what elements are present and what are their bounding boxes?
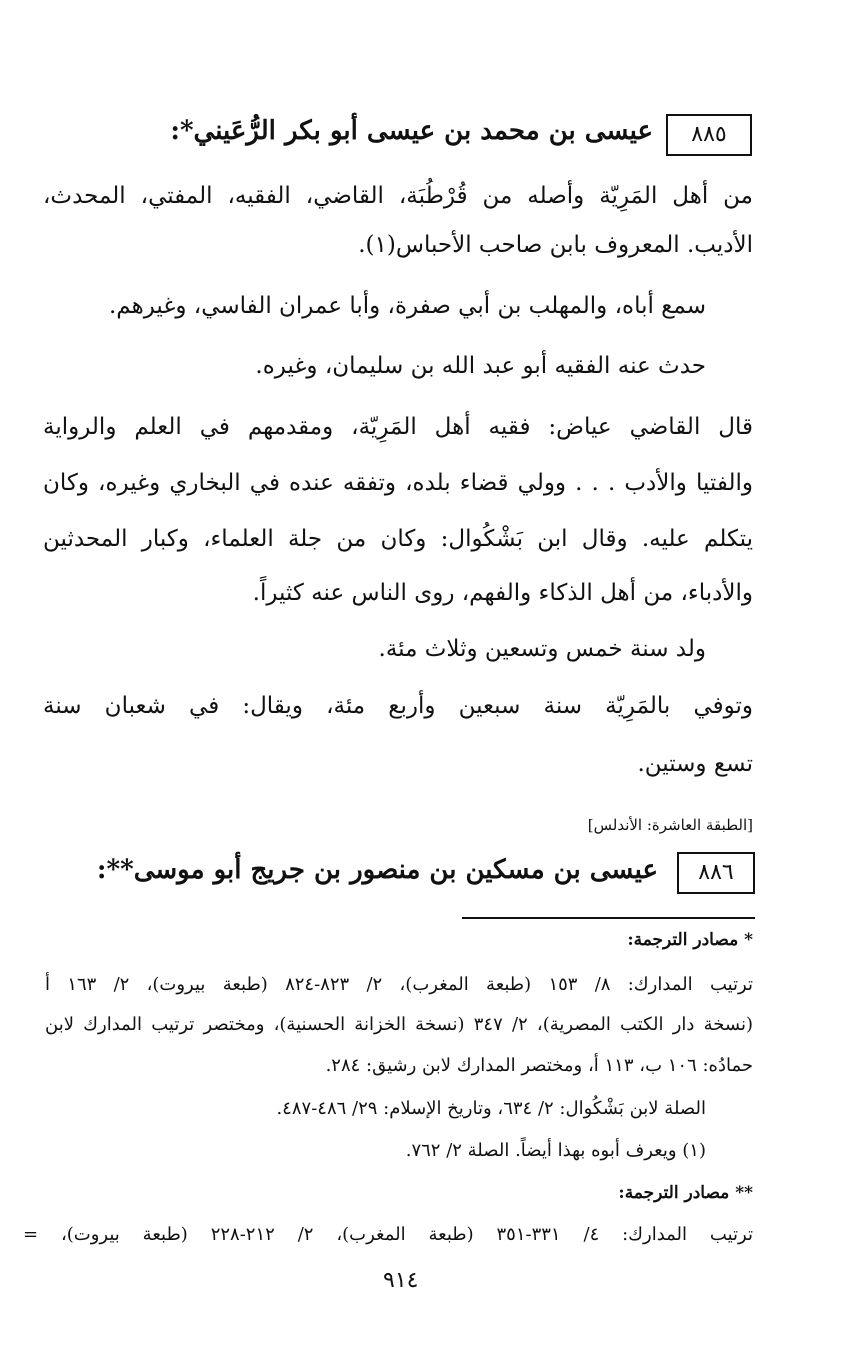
footnote-line: ترتيب المدارك: ٨/ ١٥٣ (طبعة المغرب)، ٢/ ٨٢٣-٨٢٤ (طبعة بيروت)، ٢/ ١٦٣ أ: [45, 974, 753, 995]
paragraph-line: وتوفي بالمَرِيّة سنة سبعين وأربع مئة، ويقال: في شعبان سنة: [43, 693, 753, 719]
footnote-line: (١) ويعرف أبوه بهذا أيضاً. الصلة ٢/ ٧٦٢.: [405, 1140, 706, 1161]
paragraph-line: تسع وستين.: [637, 751, 753, 777]
footnote-sources-title: * مصادر الترجمة:: [627, 930, 753, 950]
entry-title: عيسى بن محمد بن عيسى أبو بكر الرُّعَيني*:: [170, 116, 653, 146]
paragraph-line: سمع أباه، والمهلب بن أبي صفرة، وأبا عمران الفاسي، وغيرهم.: [108, 293, 706, 319]
footnote-line: (نسخة دار الكتب المصرية)، ٢/ ٣٤٧ (نسخة الخزانة الحسنية)، ومختصر ترتيب المدارك لابن: [45, 1014, 753, 1035]
paragraph-line: والأدباء، من أهل الذكاء والفهم، روى الناس عنه كثيراً.: [252, 580, 753, 606]
footnote-line: ترتيب المدارك: ٤/ ٣٣١-٣٥١ (طبعة المغرب)، ٢/ ٢١٢-٢٢٨ (طبعة بيروت)، =: [23, 1224, 753, 1245]
paragraph-line: قال القاضي عياض: فقيه أهل المَرِيّة، ومقدمهم في العلم والرواية: [43, 414, 753, 440]
footnote-line: حمادُه: ١٠٦ ب، ١١٣ أ، ومختصر المدارك لابن رشيق: ٢٨٤.: [325, 1055, 753, 1076]
section-tag: [الطبقة العاشرة: الأندلس]: [587, 816, 753, 834]
footnote-line: الصلة لابن بَشْكُوال: ٢/ ٦٣٤، وتاريخ الإسلام: ٢٩/ ٤٨٦-٤٨٧.: [276, 1098, 706, 1119]
paragraph-line: حدث عنه الفقيه أبو عبد الله بن سليمان، وغيره.: [255, 353, 706, 379]
footnote-separator: [462, 917, 755, 919]
entry-number-box: ٨٨٦: [677, 852, 755, 894]
paragraph-line: الأديب. المعروف بابن صاحب الأحباس(١).: [358, 232, 753, 258]
paragraph-line: والفتيا والأدب . . . وولي قضاء بلده، وتفقه عنده في البخاري وغيره، وكان: [43, 470, 753, 496]
paragraph-line: ولد سنة خمس وتسعين وثلاث مئة.: [378, 636, 706, 662]
paragraph-line: من أهل المَرِيّة وأصله من قُرْطُبَة، القاضي، الفقيه، المفتي، المحدث،: [43, 183, 753, 209]
footnote-sources-title: ** مصادر الترجمة:: [618, 1183, 753, 1203]
entry-title: عيسى بن مسكين بن منصور بن جريج أبو موسى**:: [96, 855, 658, 885]
page-number: ٩١٤: [383, 1268, 419, 1293]
entry-number-box: ٨٨٥: [666, 114, 752, 156]
paragraph-line: يتكلم عليه. وقال ابن بَشْكُوال: وكان من جلة العلماء، وكبار المحدثين: [43, 526, 753, 552]
